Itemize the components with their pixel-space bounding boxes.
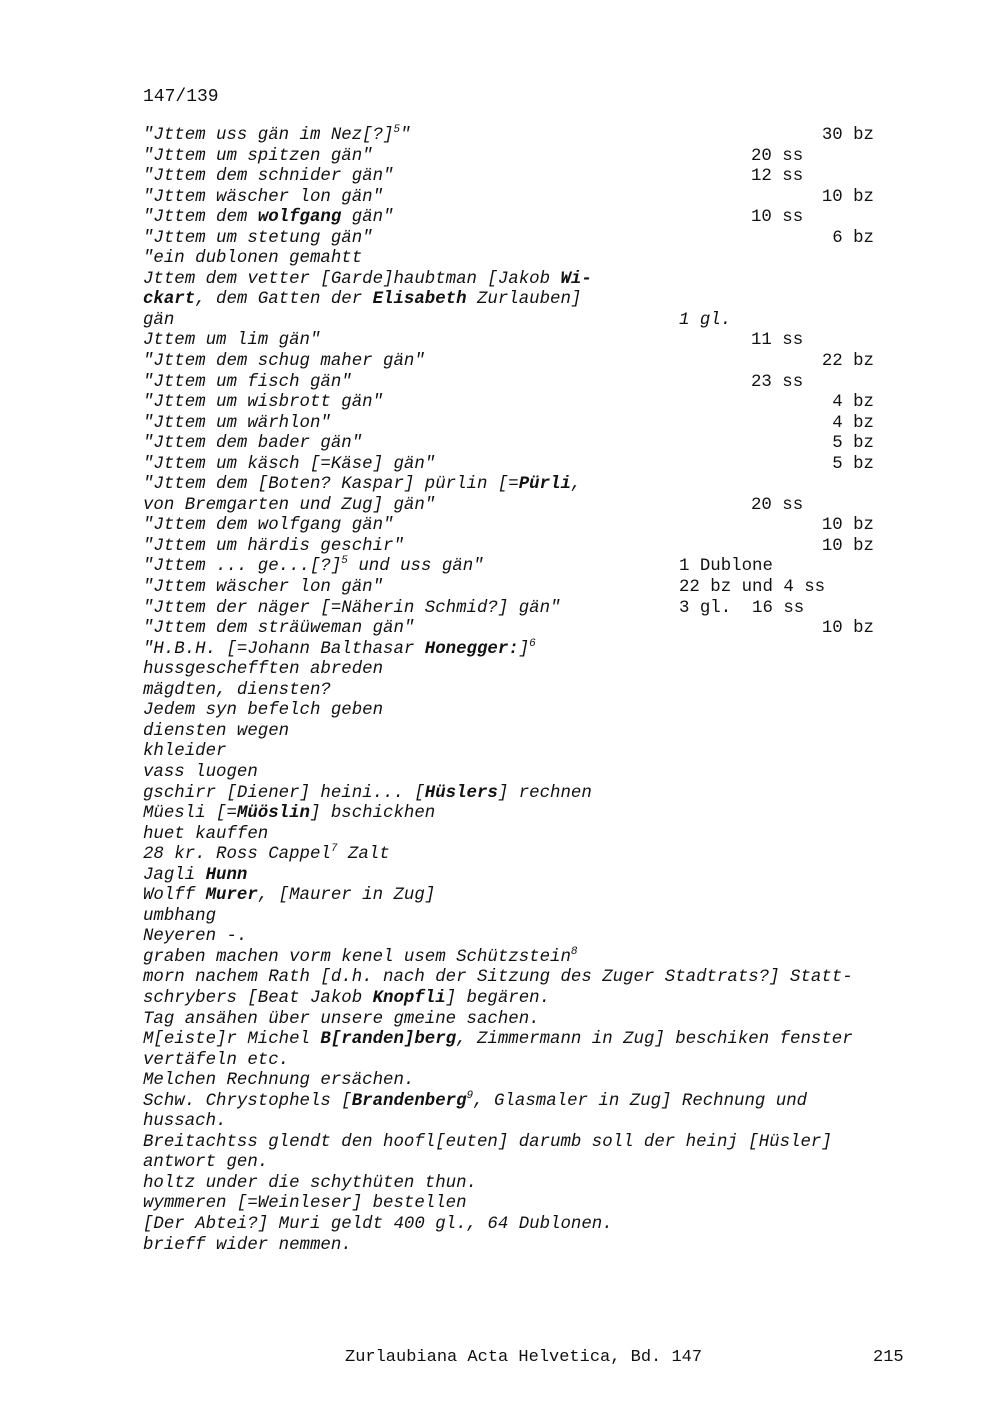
transcription-line [143,208,903,229]
text-segment: khleider [143,742,227,762]
bold-name: Wi- [560,269,592,289]
text-segment: "Jttem um käsch [=Käse] gän" [143,454,436,474]
transcription-line [143,352,903,373]
amount: 10 bz [821,536,874,556]
transcription-line [143,537,903,558]
transcription-line [143,599,903,620]
line-text [143,393,383,412]
text-segment: Jttem um lim gän" [143,331,321,351]
transcription-line [143,578,903,599]
text-segment: "Jttem um wisbrott gän" [143,393,384,413]
amount: 20 ss [751,146,804,166]
line-text [143,784,592,803]
text-segment: "Jttem um härdis geschir" [143,536,404,556]
line-text [143,414,331,433]
text-segment: Breitachtss glendt den hoofl[euten] darumb soll der heinj [Hüsler] [143,1132,832,1152]
transcription-line [143,1030,903,1051]
transcription-line [143,804,903,825]
text-segment: Wolff [143,886,206,906]
text-segment: gän" [341,208,394,228]
transcription-line [143,249,903,270]
text-segment: antwort gen. [143,1153,269,1173]
transcription-line [143,1153,903,1174]
line-text [143,537,404,556]
text-segment: "Jttem dem schug maher gän" [143,352,425,372]
text-segment: graben machen vorm kenel usem Schützstein [143,947,571,967]
transcription-line [143,681,903,702]
line-text [143,352,425,371]
amount: 20 ss [751,495,804,515]
text-segment: , Zimmermann in Zug] beschiken fenster [456,1030,853,1050]
transcription-line [143,475,903,496]
line-text [143,1030,853,1049]
transcription-line [143,742,903,763]
text-segment: "Jttem ... ge...[?] [143,557,342,577]
line-text [143,927,247,946]
transcription-line [143,1051,903,1072]
transcription-line [143,331,903,352]
footnote-ref: 5 [341,555,348,568]
text-segment: "Jttem uss gän im Nez[?] [143,126,394,145]
amount: 10 bz [821,619,874,639]
amount: 10 bz [821,187,874,207]
transcription-line [143,270,903,291]
text-segment: Jagli [143,865,206,885]
bold-name: Hunn [205,865,248,885]
transcription-line [143,516,903,537]
text-segment: von Bremgarten und Zug] gän" [143,495,436,515]
line-text [143,1010,540,1029]
text-segment: brieff wider nemmen. [143,1235,352,1255]
transcription-line [143,414,903,435]
line-text [143,825,268,844]
amount: 4 bz [832,413,874,433]
line-text [143,637,536,659]
bold-name: Pürli [518,475,571,495]
text-segment: holtz under die schythüten thun. [143,1173,477,1193]
transcription-line [143,1089,903,1113]
bold-name: Elisabeth [372,290,467,310]
line-text [143,619,414,638]
transcription-line [143,496,903,517]
amount: 10 bz [821,516,874,536]
text-segment: ] begären. [445,988,551,1008]
text-segment: wymmeren [=Weinleser] bestellen [143,1194,467,1214]
page-number: 215 [873,1348,904,1367]
line-text [143,475,581,494]
line-text [143,208,394,227]
line-text [143,660,383,679]
text-segment: 28 kr. Ross Cappel [143,845,331,865]
transcription-line [143,393,903,414]
line-text [143,989,550,1008]
text-segment: , dem Gatten der [195,290,373,310]
line-text [143,1089,808,1111]
transcription-line [143,968,903,989]
text-segment: huet kauffen [143,824,269,844]
line-text [143,701,383,720]
transcription-line [143,1071,903,1092]
transcription-line [143,1236,903,1257]
line-text [143,1112,227,1131]
text-segment: Müesli [= [143,804,237,824]
text-segment: vertäfeln etc. [143,1050,290,1070]
transcription-line [143,147,903,168]
text-segment: "Jttem wäscher lon gän" [143,578,384,598]
line-text [143,1071,414,1090]
text-segment: gän [143,310,175,330]
amount: 4 bz [832,393,874,413]
transcription-line [143,1010,903,1031]
transcription-line [143,927,903,948]
transcription-line [143,845,903,866]
text-segment: M[eiste]r Michel [143,1030,321,1050]
text-segment: "H.B.H. [=Johann Balthasar [143,639,425,659]
text-segment: , [570,475,582,495]
line-text [143,968,853,987]
transcription-line [143,373,903,394]
bold-name: Müöslin [236,804,310,824]
line-text [143,681,331,700]
amount: 3 gl. 16 ss [679,598,805,618]
line-text [143,1153,268,1172]
text-segment: " [400,126,411,145]
line-text [143,742,227,761]
line-text [143,188,383,207]
line-text [143,1215,613,1234]
amount: 22 bz [821,352,874,372]
transcription-line [143,229,903,250]
line-text [143,373,352,392]
text-segment: ] [518,639,530,659]
amount: 6 bz [832,228,874,248]
bold-name: ckart [143,290,196,310]
line-text [143,557,484,576]
text-segment: vass luogen [143,762,258,782]
text-segment: "Jttem der näger [=Näherin Schmid?] gän" [143,598,561,618]
text-segment: "Jttem um wärhlon" [143,413,331,433]
text-segment: "Jttem wäscher lon gän" [143,187,384,207]
transcription-line [143,825,903,846]
amount: 5 bz [832,434,874,454]
bold-name: B[randen]berg [320,1030,457,1050]
text-segment: "Jttem um stetung gän" [143,228,373,248]
line-text [143,516,393,535]
text-segment: "Jttem um fisch gän" [143,372,352,392]
text-segment: schrybers [Beat Jakob [143,988,373,1008]
transcription-line [143,866,903,887]
text-segment: Schw. Chrystophels [ [143,1091,352,1111]
line-text [143,126,411,145]
text-segment: "Jttem dem sträüweman gän" [143,619,415,639]
transcription-line [143,557,903,578]
line-text [143,167,393,186]
line-text [143,434,362,453]
document-body [143,126,903,1256]
transcription-line [143,455,903,476]
footnote-ref: 9 [466,1089,474,1102]
amount: 11 ss [751,331,804,351]
amount: 1 gl. [679,310,732,330]
transcription-line [143,660,903,681]
text-segment: Jttem dem vetter [Garde]haubtman [Jakob [143,269,561,289]
bold-name: Knopfli [372,988,446,1008]
line-text [143,1051,289,1070]
text-segment: "Jttem dem [143,208,258,228]
transcription-line [143,290,903,311]
amount: 12 ss [751,167,804,187]
line-text [143,1174,477,1193]
amount: 23 ss [751,372,804,392]
line-text [143,455,435,474]
line-text [143,763,258,782]
line-text [143,886,435,905]
text-segment: "Jttem dem wolfgang gän" [143,516,394,536]
transcription-line [143,763,903,784]
line-text [143,496,435,515]
text-segment: Zalt [337,845,390,865]
line-text [143,1236,352,1255]
footnote-ref: 5 [393,124,401,136]
transcription-line [143,1112,903,1133]
transcription-line [143,886,903,907]
transcription-line [143,784,903,805]
amount: 30 bz [821,126,874,145]
bold-name: wolfgang [257,208,342,228]
text-segment: umbhang [143,906,217,926]
text-segment: diensten wegen [143,721,290,741]
footer-title: Zurlaubiana Acta Helvetica, Bd. 147 [345,1348,703,1367]
line-text [143,722,289,741]
text-segment: ] bschickhen [310,804,436,824]
amount: 1 Dublone [679,557,773,577]
transcription-line [143,188,903,209]
transcription-line [143,989,903,1010]
line-text [143,229,373,248]
transcription-line [143,1215,903,1236]
text-segment: "ein dublonen gemahtt [143,249,363,269]
text-segment: ] rechnen [497,783,592,803]
line-text [143,804,435,823]
footnote-ref: 8 [570,945,578,958]
bold-name: Murer [205,886,258,906]
text-segment: , [Maurer in Zug] [257,886,436,906]
text-segment: morn nachem Rath [d.h. nach der Sitzung des Zuger Stadtrats?] Statt- [143,968,853,988]
transcription-line [143,945,903,969]
text-segment: "Jttem dem [Boten? Kaspar] pürlin [= [143,475,519,495]
text-segment: Jedem syn befelch geben [143,701,384,721]
bold-name: Honegger: [424,639,519,659]
line-text [143,907,216,926]
amount: 5 bz [832,454,874,474]
transcription-line [143,701,903,722]
text-segment: Tag ansähen über unsere gmeine sachen. [143,1009,540,1029]
text-segment: gschirr [Diener] heini... [ [143,783,425,803]
line-text [143,331,320,350]
bold-name: Hüslers [424,783,498,803]
transcription-line [143,167,903,188]
line-text [143,1194,467,1213]
line-text [143,147,373,166]
line-text [143,845,390,864]
transcription-line [143,126,903,147]
amount: 22 bz und 4 ss [679,578,826,598]
line-text [143,311,174,330]
transcription-line [143,434,903,455]
transcription-line [143,637,903,661]
transcription-line [143,619,903,640]
text-segment: "Jttem dem schnider gän" [143,167,394,187]
transcription-line [143,1194,903,1215]
footnote-ref: 7 [330,843,338,856]
line-text [143,578,383,597]
transcription-line [143,1133,903,1154]
text-segment: Melchen Rechnung ersächen. [143,1071,415,1091]
line-text [143,249,362,268]
bold-name: Brandenberg [351,1091,467,1111]
transcription-line [143,311,903,332]
line-text [143,270,592,289]
text-segment: , Glasmaler in Zug] Rechnung und [473,1091,808,1111]
text-segment: "Jttem um spitzen gän" [143,146,373,166]
text-segment: Zurlauben] [466,290,582,310]
line-text [143,290,581,309]
page-reference: 147/139 [143,87,219,107]
text-segment: mägdten, diensten? [143,680,331,700]
line-text [143,866,247,885]
text-segment: [Der Abtei?] Muri geldt 400 gl., 64 Dublonen. [143,1214,613,1234]
text-segment: "Jttem dem bader gän" [143,434,363,454]
amount: 10 ss [751,208,804,228]
text-segment: und uss gän" [347,557,484,577]
transcription-line [143,907,903,928]
text-segment: hussach. [143,1112,227,1132]
text-segment: hussgeschefften abreden [143,660,384,680]
text-segment: Neyeren -. [143,927,248,947]
line-text [143,1133,832,1152]
line-text [143,945,578,967]
transcription-line [143,722,903,743]
line-text [143,599,560,618]
transcription-line [143,1174,903,1195]
footnote-ref: 6 [529,637,536,650]
